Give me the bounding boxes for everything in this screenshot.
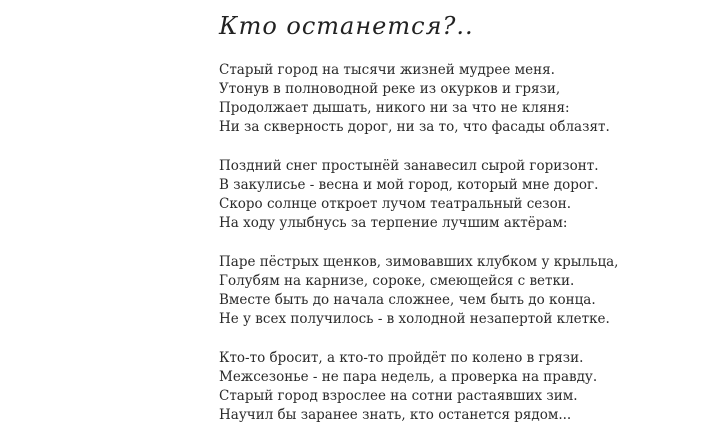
stanza-4 <box>219 349 699 425</box>
poem-line: В закулисье - весна и мой город, который мне дорог. <box>219 177 599 193</box>
poem-title: Кто останется?.. <box>219 12 474 40</box>
poem-line: Продолжает дышать, никого ни за что не кляня: <box>219 100 570 116</box>
poem-line: Вместе быть до начала сложнее, чем быть до конца. <box>219 292 596 308</box>
poem-line: Старый город взрослее на сотни растаявших зим. <box>219 388 578 404</box>
poem-line: Утонув в полноводной реке из окурков и грязи, <box>219 81 561 97</box>
poem-line: Голубям на карнизе, сороке, смеющейся с ветки. <box>219 273 575 289</box>
poem-line: Межсезонье - не пара недель, а проверка на правду. <box>219 369 598 385</box>
poem-line: Старый город на тысячи жизней мудрее меня. <box>219 62 555 78</box>
poem-body <box>219 61 699 445</box>
poem-line: Кто-то бросит, а кто-то пройдёт по колено в грязи. <box>219 350 584 366</box>
stanza-2 <box>219 157 699 233</box>
poem-line: Скоро солнце откроет лучом театральный сезон. <box>219 196 572 212</box>
poem-line: На ходу улыбнусь за терпение лучшим актёрам: <box>219 215 568 231</box>
poem-line: Научил бы заранее знать, кто останется рядом... <box>219 407 572 423</box>
poem-line: Не у всех получилось - в холодной незапертой клетке. <box>219 311 610 327</box>
poem-line: Ни за скверность дорог, ни за то, что фасады облазят. <box>219 119 610 135</box>
poem-line: Поздний снег простынёй занавесил сырой горизонт. <box>219 158 599 174</box>
stanza-1 <box>219 61 699 137</box>
poem-line: Паре пёстрых щенков, зимовавших клубком у крыльца, <box>219 254 619 270</box>
stanza-3 <box>219 253 699 329</box>
